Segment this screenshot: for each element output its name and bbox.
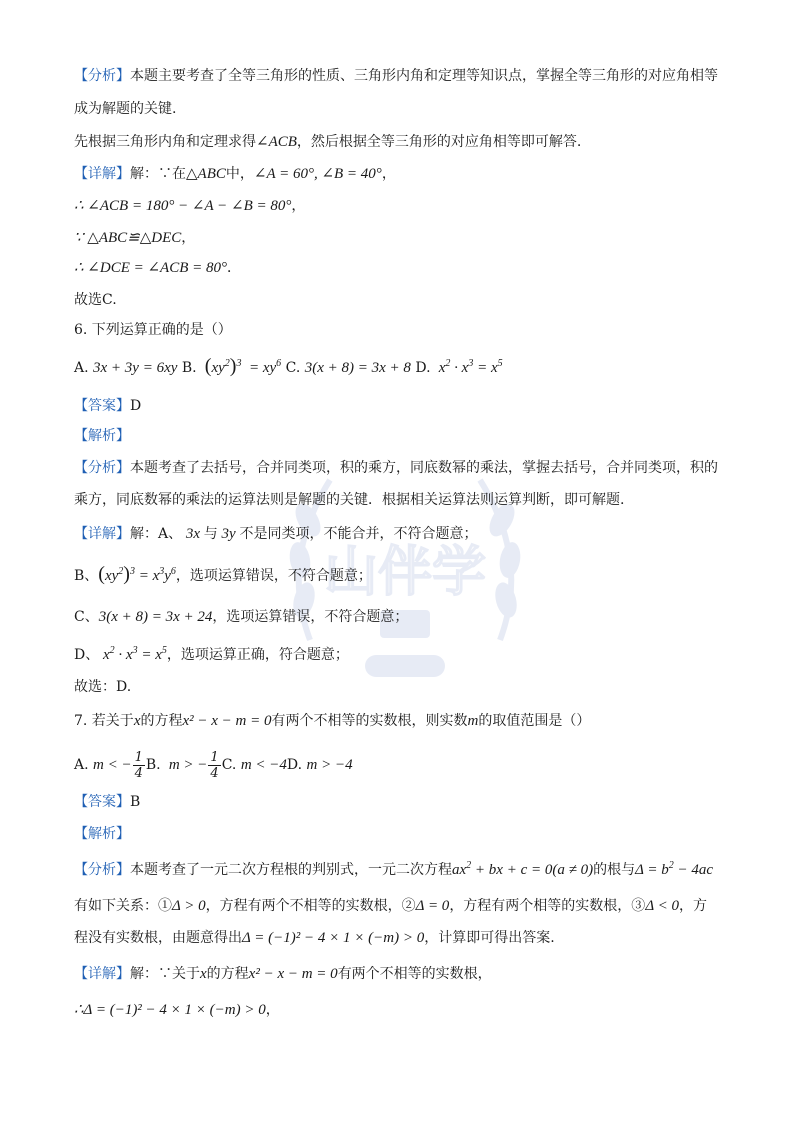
q7-option-d: m > −4: [306, 757, 353, 773]
q6-detail-b: B、$(xy^2)^3 = x^3y^6$，选项运算错误，不符合题意；: [74, 563, 372, 585]
q6-option-c: 3(x + 8) = 3x + 8: [304, 360, 411, 376]
q6-analysis-line-1: 【分析】本题考查了去括号，合并同类项，积的乘方，同底数幂的乘法，掌握去括号，合并同类项，积的: [74, 460, 718, 476]
q6-option-b: $(xy^2)^3 = xy^6$: [204, 355, 282, 377]
q6-question: 6. 下列运算正确的是（）: [74, 322, 232, 338]
q7-option-c: m < −4: [240, 757, 287, 773]
q5-because: ∵ △ABC≌△DEC，: [74, 230, 196, 246]
q7-option-a-fraction: $\frac{1}{4}$: [134, 749, 143, 781]
q7-jiexi: 【解析】: [74, 826, 130, 842]
q7-analysis-line-3: 程没有实数根，由题意得出Δ = (−1)² − 4 × 1 × (−m) > 0，计算即可得出答案.: [74, 930, 555, 946]
q5-therefore-1: ∴ ∠ACB = 180° − ∠A − ∠B = 80°，: [74, 198, 306, 214]
analysis-tag: 【分析】: [74, 68, 130, 84]
q6-detail-a: 【详解】解：A、 3x 与 3y 不是同类项，不能合并，不符合题意；: [74, 526, 478, 542]
q7-option-b-fraction: $\frac{1}{4}$: [210, 749, 219, 781]
q5-detail-line: 【详解】解：∵在△ABC中，∠A = 60°, ∠B = 40°，: [74, 166, 396, 182]
q6-jiexi: 【解析】: [74, 428, 130, 444]
watermark-text: 山伴学: [324, 540, 486, 603]
q7-last-line: ∴Δ = (−1)² − 4 × 1 × (−m) > 0，: [74, 1002, 280, 1018]
q6-detail-d: D、 $x^2 \cdot x^3 = x^5$，选项运算正确，符合题意；: [74, 645, 349, 663]
q6-answer-line: 【答案】D: [74, 398, 142, 414]
q7-analysis-line-2: 有如下关系：①Δ > 0，方程有两个不相等的实数根，②Δ = 0，方程有两个相等的实数根，③Δ < 0，方: [74, 898, 707, 914]
q5-analysis-line-2: 成为解题的关键.: [74, 101, 177, 117]
q6-option-d: $x^2 \cdot x^3 = x^5$: [435, 358, 503, 376]
q6-analysis-line-2: 乘方，同底数幂的乘法的运算法则是解题的关键．根据相关运算法则运算判断，即可解题.: [74, 492, 625, 508]
q6-option-a: 3x + 3y = 6xy: [93, 360, 178, 376]
q7-option-a: m < −: [93, 757, 132, 773]
q7-detail: 【详解】解：∵关于x的方程x² − x − m = 0有两个不相等的实数根，: [74, 966, 492, 982]
q5-step-intro: 先根据三角形内角和定理求得∠ACB，然后根据全等三角形的对应角相等即可解答.: [74, 134, 582, 150]
q7-analysis-line-1: 【分析】本题考查了一元二次方程根的判别式，一元二次方程$ax^2$ + bx + c = 0(a ≠ 0)的根与$\Delta = b^2 - 4ac$: [74, 860, 714, 878]
q5-therefore-2: ∴ ∠DCE = ∠ACB = 80°．: [74, 260, 242, 276]
q7-answer-line: 【答案】B: [74, 794, 141, 810]
q6-final: 故选：D.: [74, 679, 132, 695]
q7-question: 7. 若关于x的方程x² − x − m = 0有两个不相等的实数根，则实数m的取值范围是（）: [74, 713, 591, 729]
q6-options: A. 3x + 3y = 6xy B. $(xy^2)^3 = xy^6$ C. 3(x + 8) = 3x + 8 D. $x^2 \cdot x^3 = x^5$: [74, 355, 503, 377]
q5-answer: 故选C.: [74, 292, 117, 308]
q5-analysis-line-1: 【分析】本题主要考查了全等三角形的性质、三角形内角和定理等知识点，掌握全等三角形的对应角相等: [74, 68, 718, 84]
q6-detail-c: C、3(x + 8) = 3x + 24，选项运算错误，不符合题意；: [74, 609, 409, 625]
q7-options: A. m < − $\frac{1}{4}$ B. m > − $\frac{1}{4}$ C. m < −4D. m > −4: [74, 749, 353, 781]
q7-option-b: m > −: [165, 757, 208, 773]
